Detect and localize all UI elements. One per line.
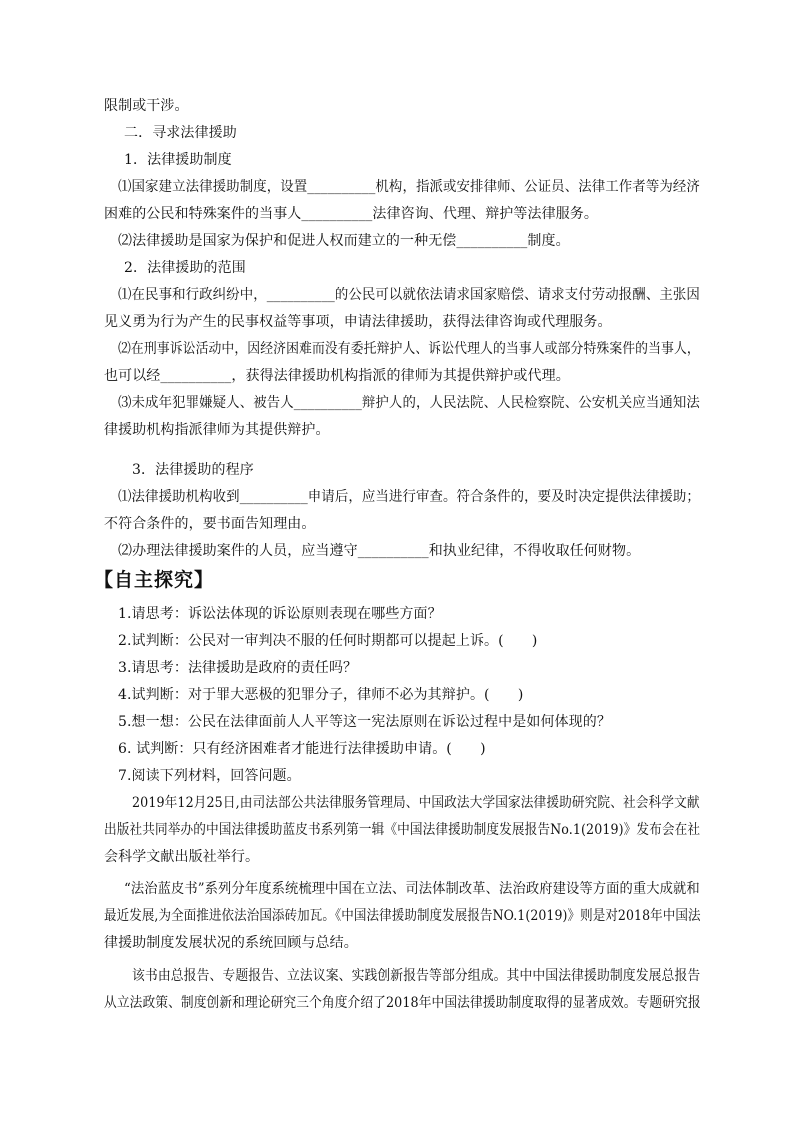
question-item: 2.试判断：公民对一审判决不服的任何时期都可以提起上诉。( ) [118, 633, 538, 649]
question-item: 3.请思考：法律援助是政府的责任吗？ [118, 660, 358, 676]
question-item: 6. 试判断：只有经济困难者才能进行法律援助申请。( ) [118, 741, 486, 757]
section-title: 二．寻求法律援助 [124, 125, 237, 141]
subsection-title: 3．法律援助的程序 [132, 462, 254, 478]
text-line: 从立法政策、制度创新和理论研究三个角度介绍了2018年中国法律援助制度取得的显著成效。专题研究报 [104, 995, 701, 1011]
text-line: 出版社共同举办的中国法律援助蓝皮书系列第一辑《中国法律援助制度发展报告No.1(2019)》发布会在社 [104, 822, 701, 838]
section-heading: 【自主探究】 [94, 569, 215, 591]
text-line: 最近发展,为全面推进依法治国添砖加瓦。《中国法律援助制度发展报告NO.1(2019)》则是对2018年中国法 [104, 908, 701, 924]
question-item: 5.想一想：公民在法律面前人人平等这一宪法原则在诉讼过程中是如何体现的？ [118, 714, 611, 730]
subsection-title: 1．法律援助制度 [124, 152, 232, 168]
text-line: 律援助制度发展状况的系统回顾与总结。 [104, 935, 358, 951]
text-line: ⑵办理法律援助案件的人员，应当遵守__________和执业纪律，不得收取任何财物。 [118, 543, 641, 559]
text-line: 该书由总报告、专题报告、立法议案、实践创新报告等部分组成。其中中国法律援助制度发展总报告 [132, 968, 701, 984]
text-line: ⑴法律援助机构收到__________申请后，应当进行审查。符合条件的，要及时决定提供法律援助； [118, 489, 700, 505]
text-line: 见义勇为行为产生的民事权益等事项，申请法律援助，获得法律咨询或代理服务。 [104, 314, 612, 330]
text-line: 困难的公民和特殊案件的当事人__________法律咨询、代理、辩护等法律服务。 [104, 206, 598, 222]
question-item: 7.阅读下列材料，回答问题。 [118, 768, 301, 784]
subsection-title: 2．法律援助的范围 [124, 260, 246, 276]
text-line: ⑵在刑事诉讼活动中，因经济困难而没有委托辩护人、诉讼代理人的当事人或部分特殊案件的当事人， [118, 341, 700, 357]
question-item: 4.试判断：对于罪大恶极的犯罪分子，律师不必为其辩护。( ) [118, 687, 524, 703]
text-line: 律援助机构指派律师为其提供辩护。 [104, 422, 330, 438]
text-line: “法治蓝皮书”系列分年度系统梳理中国在立法、司法体制改革、法治政府建设等方面的重大成就和 [124, 881, 700, 897]
question-item: 1.请思考：诉讼法体现的诉讼原则表现在哪些方面？ [118, 606, 442, 622]
text-line: 2019年12月25日,由司法部公共法律服务管理局、中国政法大学国家法律援助研究院、社会科学文献 [132, 795, 700, 811]
text-line: 限制或干涉。 [104, 98, 189, 114]
text-line: ⑵法律援助是国家为保护和促进人权而建立的一种无偿__________制度。 [118, 233, 570, 249]
text-line: ⑴在民事和行政纠纷中，__________的公民可以就依法请求国家赔偿、请求支付劳动报酬、主张因 [118, 287, 700, 303]
text-line: ⑴国家建立法律援助制度，设置__________机构，指派或安排律师、公证员、法律工作者等为经济 [118, 179, 700, 195]
text-line: 也可以经__________，获得法律援助机构指派的律师为其提供辩护或代理。 [104, 368, 570, 384]
text-line: 不符合条件的，要书面告知理由。 [104, 516, 316, 532]
text-line: ⑶未成年犯罪嫌疑人、被告人__________辩护人的，人民法院、人民检察院、公安机关应当通知法 [118, 395, 700, 411]
text-line: 会科学文献出版社举行。 [104, 849, 260, 865]
